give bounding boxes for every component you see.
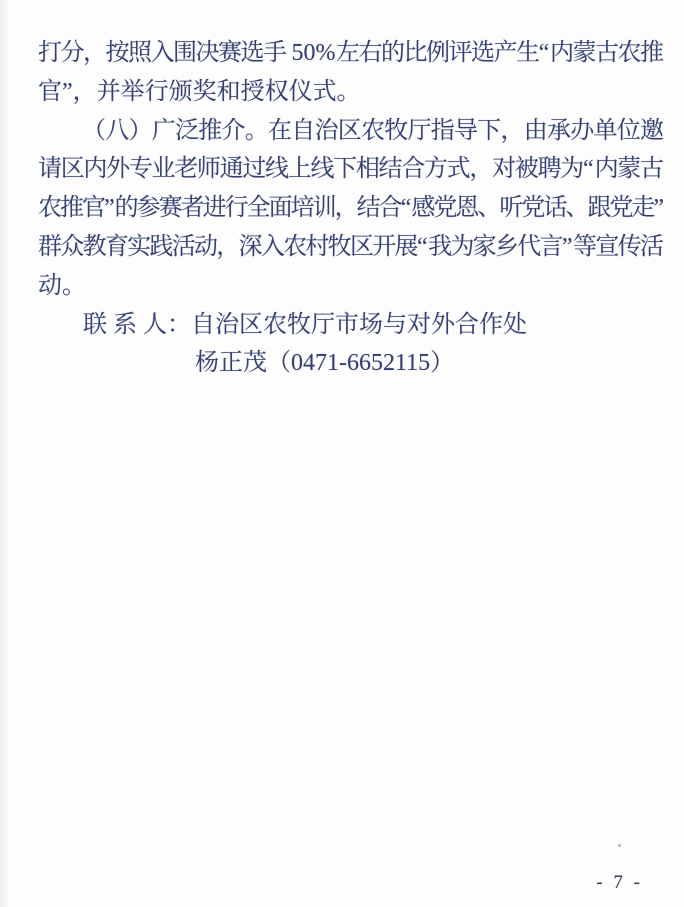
text-line: 联 系 人：自治区农牧厅市场与对外合作处 (83, 311, 527, 338)
text-line: 官”，并举行颁奖和授权仪式。 (38, 78, 361, 105)
para-contact-info (38, 306, 662, 384)
text-line: 打 分 ， 按 照 入 围 决 赛 选 手 50% 左 右 的 比 例 评 选 产 生 “ 内 蒙 古 农 推 (38, 40, 664, 66)
para-award-selection-continuation (38, 34, 662, 112)
text-line: （ 八 ） 广 泛 推 介 。 在 自 治 区 农 牧 厅 指 导 下 ， 由 承 办 单 位 邀 (82, 117, 664, 144)
document-body (38, 34, 662, 383)
text-line: 请 区 内 外 专 业 老 师 通 过 线 上 线 下 相 结 合 方 式 ， 对 被 聘 为 “ 内 蒙 古 (38, 156, 664, 183)
scan-speck (618, 844, 621, 847)
text-line: 动。 (38, 272, 86, 299)
page-number: - 7 - (596, 872, 643, 893)
text-line: 杨正茂（0471-6652115） (195, 350, 455, 377)
scan-edge-shadow (0, 0, 10, 907)
para-section-8-wide-promotion (38, 112, 662, 306)
text-line: 农 推 官 ” 的 参 赛 者 进 行 全 面 培 训 ， 结 合 “ 感 党 恩 、 听 党 话 、 跟 党 走 ” (38, 195, 664, 222)
text-line: 群 众 教 育 实 践 活 动 ， 深 入 农 村 牧 区 开 展 “ 我 为 家 乡 代 言 ” 等 宣 传 活 (38, 233, 664, 260)
